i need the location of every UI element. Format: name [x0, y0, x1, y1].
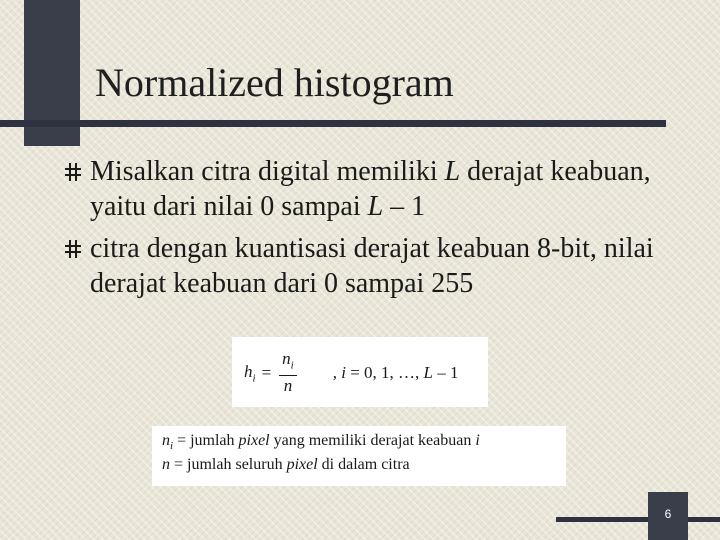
- fraction-numerator: $n_i$: [279, 349, 297, 376]
- bullet-list: [62, 154, 662, 308]
- formula-range: , i = 0, 1, …, L – 1: [332, 362, 459, 382]
- formula-fraction: [279, 349, 297, 396]
- formula-box: [232, 337, 488, 407]
- normalized-histogram-formula: [244, 349, 459, 396]
- bullet-variable: L: [444, 156, 461, 187]
- bullet-text-part: derajat keabuan, yaitu dari nilai 0 sampai: [90, 156, 651, 222]
- formula-equals: =: [261, 362, 272, 382]
- fraction-denominator: n: [283, 376, 293, 396]
- title-divider: [0, 120, 666, 127]
- legend-line: $n_i$ = jumlah pixel yang memiliki derajat keabuan i: [162, 432, 480, 453]
- slide-title: Normalized histogram: [95, 60, 454, 105]
- bullet-item: [62, 154, 662, 224]
- bullet-text: citra dengan kuantisasi derajat keabuan 8-bit, nilai derajat keabuan dari 0 sampai 255: [90, 233, 654, 299]
- bullet-item: [62, 231, 662, 301]
- hash-bullet-icon: [64, 239, 82, 259]
- bullet-text-part: – 1: [383, 191, 426, 222]
- bullet-variable: L: [367, 191, 384, 222]
- formula-legend: [152, 426, 566, 486]
- bullet-text-part: Misalkan citra digital memiliki: [90, 156, 445, 187]
- legend-line: n = jumlah seluruh pixel di dalam citra: [162, 456, 410, 473]
- hash-bullet-icon: [64, 162, 82, 182]
- footer-divider: [556, 517, 720, 522]
- page-number: 6: [664, 507, 672, 521]
- formula-lhs: $h_i$: [244, 361, 256, 384]
